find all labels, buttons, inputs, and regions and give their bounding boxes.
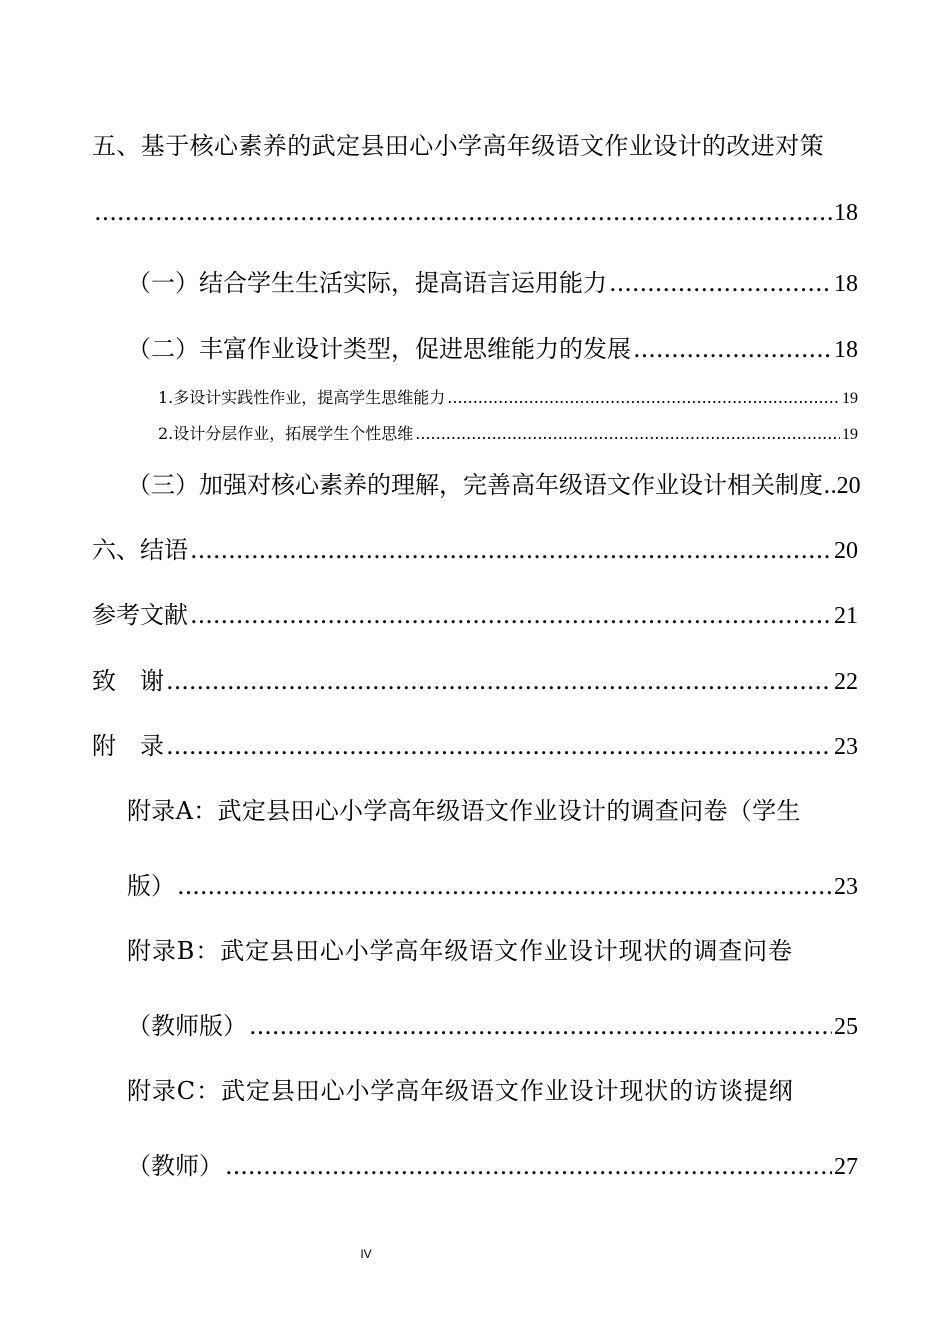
dot-leader [166, 732, 832, 760]
page-ref: 27 [834, 1154, 858, 1180]
page-number: IV [360, 1247, 372, 1261]
toc-entry-acknowledgements[interactable] [92, 661, 858, 696]
page-ref: 19 [842, 426, 858, 443]
dot-leader [177, 872, 832, 900]
toc-entry-appendix-c[interactable] [127, 1146, 858, 1181]
toc-entry-6[interactable] [92, 530, 858, 565]
entry-title: （三）加强对核心素养的理解，完善高年级语文作业设计相关制度. [127, 471, 831, 499]
entry-title: （二）丰富作业设计类型，促进思维能力的发展 [127, 335, 631, 363]
toc-entry-appendix-c-title[interactable]: 附录C：武定县田心小学高年级语文作业设计现状的访谈提纲 [127, 1077, 794, 1105]
page-ref: 18 [834, 200, 858, 226]
dot-leader [249, 1012, 832, 1040]
dot-leader [415, 424, 840, 443]
entry-title: （教师版） [127, 1012, 247, 1040]
page-ref: 20 [834, 538, 858, 564]
dot-leader [447, 388, 840, 407]
toc-entry-5-title[interactable]: 五、基于核心素养的武定县田心小学高年级语文作业设计的改进对策 [92, 132, 824, 160]
toc-entry-5-1[interactable] [127, 263, 858, 298]
dot-leader [609, 269, 832, 297]
entry-title: 附 录 [92, 732, 164, 760]
entry-title: 致 谢 [92, 667, 164, 695]
page-ref: 19 [842, 390, 858, 407]
page-ref: .20 [830, 473, 861, 499]
page-ref: 18 [834, 337, 858, 363]
entry-title: 六、结语 [92, 536, 188, 564]
toc-entry-5-3[interactable] [127, 465, 861, 500]
page-ref: 18 [834, 271, 858, 297]
dot-leader [633, 335, 832, 363]
dot-leader [190, 601, 832, 629]
toc-entry-5-2-2[interactable] [158, 421, 858, 444]
entry-title: 参考文献 [92, 601, 188, 629]
page-ref: 25 [834, 1014, 858, 1040]
entry-title: （教师） [127, 1152, 223, 1180]
entry-title: 版） [127, 872, 175, 900]
page-ref: 23 [834, 734, 858, 760]
toc-entry-5-2-1[interactable] [158, 385, 858, 408]
page-ref: 23 [834, 874, 858, 900]
toc-entry-appendix-b-title[interactable]: 附录B：武定县田心小学高年级语文作业设计现状的调查问卷 [127, 937, 793, 965]
toc-entry-appendix[interactable] [92, 726, 858, 761]
dot-leader [94, 198, 832, 226]
toc-entry-5-2[interactable] [127, 329, 858, 364]
dot-leader [190, 536, 832, 564]
entry-title: 2.设计分层作业，拓展学生个性思维 [158, 424, 414, 443]
toc-entry-appendix-a-title[interactable]: 附录A：武定县田心小学高年级语文作业设计的调查问卷（学生 [127, 797, 801, 825]
toc-entry-appendix-a[interactable] [127, 866, 858, 901]
toc-entry-5-leader[interactable] [92, 198, 858, 227]
page-ref: 22 [834, 669, 858, 695]
dot-leader [225, 1152, 832, 1180]
entry-title: （一）结合学生生活实际，提高语言运用能力 [127, 269, 607, 297]
dot-leader [166, 667, 832, 695]
entry-title: 1.多设计实践性作业，提高学生思维能力 [158, 388, 446, 407]
toc-entry-appendix-b[interactable] [127, 1006, 858, 1041]
toc-entry-references[interactable] [92, 595, 858, 630]
page-ref: 21 [834, 603, 858, 629]
